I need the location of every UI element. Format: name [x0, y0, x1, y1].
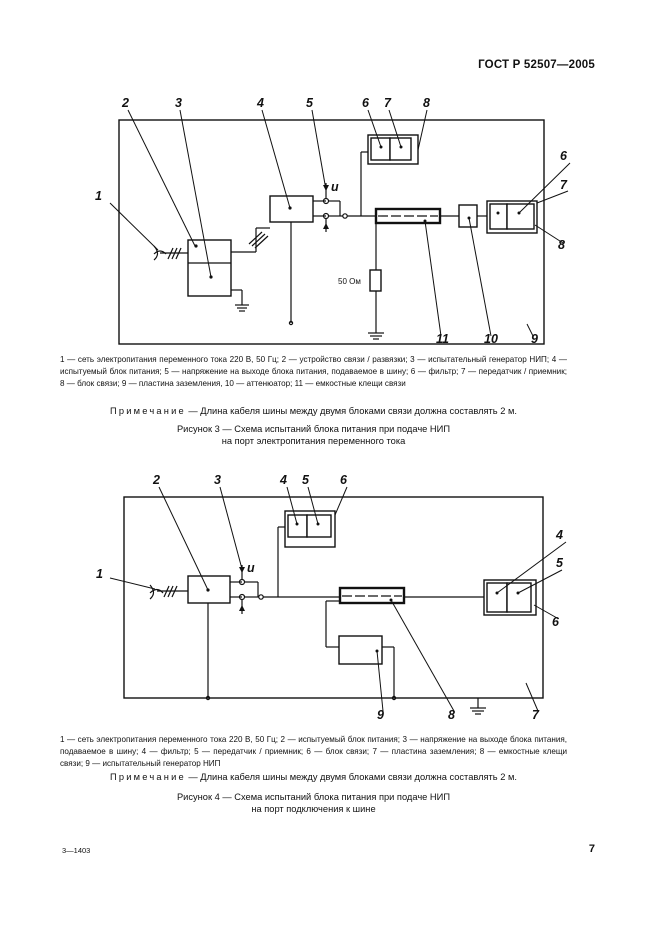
callout-6-top: 6: [340, 473, 347, 487]
callout-7: 7: [532, 708, 539, 722]
caption-line-2: на порт электропитания переменного тока: [221, 436, 406, 446]
figure-3-note: [60, 406, 567, 416]
ground-plate: [119, 120, 544, 344]
callout-1: 1: [96, 567, 103, 581]
callout-7-right: 7: [560, 178, 567, 192]
footer-code: 3—1403: [62, 846, 91, 855]
figure-3-legend: 1 — сеть электропитания переменного тока 220 В, 50 Гц; 2 — устройство связи / развязки; 3 — испытательный генератор НИП; 4 — испытуемый блок питания; 5 — напряжение на выходе блока питания, подаваемое в шину; 6 — фильтр; 7 — передатчик / приемник; 8 — блок связи; 9 — пластина заземления, 10 — аттенюатор; 11 — емкостные клещи связи: [60, 355, 567, 388]
test-generator: [339, 636, 382, 664]
figure-4-legend: 1 — сеть электропитания переменного тока 220 В, 50 Гц; 2 — испытуемый блок питания; 3 — напряжение на выходе блока питания, подаваемое в шину; 4 — фильтр; 5 — передатчик / приемник; 6 — блок связи; 7 — пластина заземления; 8 — емкостные клещи связи; 9 — испытательный генератор НИП: [60, 735, 567, 768]
caption-line-1: Рисунок 4 — Схема испытаний блока питания при подаче НИП: [176, 792, 450, 802]
psu-under-test: [270, 196, 313, 222]
resistor-50-ohm: [370, 270, 381, 291]
voltage-label-u: u: [331, 180, 339, 194]
callout-5-top: 5: [302, 473, 309, 487]
callout-7-top: 7: [384, 96, 391, 110]
callout-9: 9: [377, 708, 384, 722]
callout-3: 3: [214, 473, 221, 487]
figure-3-diagram: [0, 0, 661, 345]
callout-4: 4: [257, 96, 264, 110]
figure-4-diagram: [0, 470, 661, 730]
callout-9: 9: [531, 332, 538, 345]
callout-6-right: 6: [552, 615, 559, 629]
note-lead: Примечание: [110, 772, 186, 782]
callout-4-right: 4: [556, 528, 563, 542]
callout-11: 11: [436, 332, 449, 345]
caption-line-2: на порт подключения к шине: [251, 804, 376, 814]
callout-2: 2: [153, 473, 160, 487]
voltage-label-u: u: [247, 561, 255, 575]
callout-5-right: 5: [556, 556, 563, 570]
callout-4-top: 4: [280, 473, 287, 487]
figure-4-note: [60, 772, 567, 782]
callout-10: 10: [484, 332, 498, 345]
callout-6-right: 6: [560, 149, 567, 163]
caption-line-1: Рисунок 3 — Схема испытаний блока питания при подаче НИП: [176, 424, 450, 434]
callout-3: 3: [175, 96, 182, 110]
attenuator: [459, 205, 477, 227]
page-number: 7: [588, 843, 595, 855]
callout-2: 2: [122, 96, 129, 110]
note-lead: Примечание: [110, 406, 186, 416]
callout-8: 8: [448, 708, 455, 722]
callout-8-top: 8: [423, 96, 430, 110]
figure-3-caption: [60, 423, 567, 447]
figure-4-caption: [60, 791, 567, 815]
resistor-label: 50 Ом: [338, 277, 361, 286]
callout-5: 5: [306, 96, 313, 110]
standard-header: ГОСТ Р 52507—2005: [478, 59, 595, 71]
note-text: — Длина кабеля шины между двумя блоками связи должна составлять 2 м.: [185, 406, 517, 416]
callout-6-top: 6: [362, 96, 369, 110]
note-text: — Длина кабеля шины между двумя блоками связи должна составлять 2 м.: [185, 772, 517, 782]
callout-1: 1: [95, 189, 102, 203]
callout-8-right: 8: [558, 238, 565, 252]
